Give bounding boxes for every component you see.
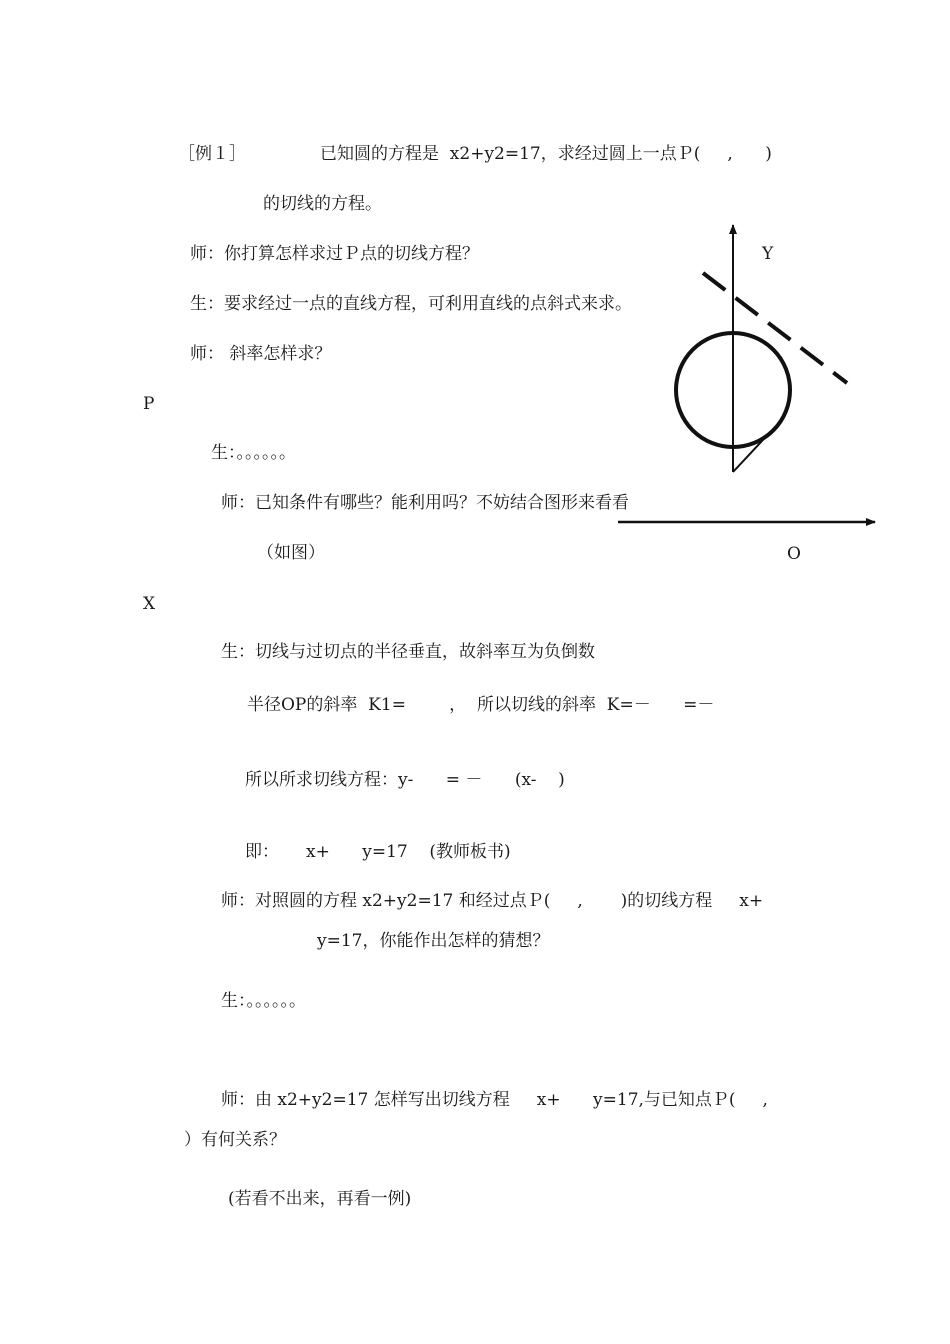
dialogue-line-11b: y=17，你能作出怎样的猜想？ xyxy=(317,931,550,951)
dialogue-line-9: 所以所求切线方程：y- = － (x- ) xyxy=(245,770,565,790)
dialogue-line-7: 生：切线与过切点的半径垂直，故斜率互为负倒数 xyxy=(221,642,595,662)
dialogue-line-14: (若看不出来，再看一例) xyxy=(228,1189,412,1209)
dialogue-line-8: 半径OP的斜率 K1= ， 所以切线的斜率 K=－ =－ xyxy=(247,695,715,715)
dialogue-line-12: 生：。。。。。。 xyxy=(221,991,306,1011)
tangent-line xyxy=(703,273,847,383)
dialogue-line-3: 师： 斜率怎样求？ xyxy=(190,344,332,364)
circle-tangent-diagram xyxy=(600,215,890,545)
example-statement-cont: 的切线的方程。 xyxy=(263,194,382,214)
dialogue-line-13b: ）有何关系？ xyxy=(184,1130,286,1150)
figure-o-label: O xyxy=(787,544,801,564)
example-statement: 已知圆的方程是 x2+y2=17，求经过圆上一点Ｐ( , ) xyxy=(320,144,772,164)
radius-op xyxy=(733,427,775,472)
dialogue-line-5: 师：已知条件有哪些？能利用吗？不妨结合图形来看看 xyxy=(221,493,629,513)
dialogue-line-2: 生：要求经过一点的直线方程，可利用直线的点斜式来求。 xyxy=(190,294,632,314)
figure-p-label: P xyxy=(143,394,155,414)
dialogue-line-11: 师：对照圆的方程 x2+y2=17 和经过点Ｐ( , )的切线方程 x+ xyxy=(221,891,764,911)
figure-y-label: Y xyxy=(762,244,774,264)
example-tag: ［例１］ xyxy=(178,144,246,164)
dialogue-line-13: 师：由 x2+y2=17 怎样写出切线方程 x+ y=17,与已知点Ｐ( , xyxy=(221,1090,768,1110)
dialogue-line-1: 师：你打算怎样求过Ｐ点的切线方程？ xyxy=(190,244,479,264)
dialogue-line-6: （如图） xyxy=(257,543,325,563)
figure-x-label: X xyxy=(143,594,156,614)
dialogue-line-10: 即： x+ y=17 (教师板书) xyxy=(245,842,511,862)
dialogue-line-4: 生：。。。。。。 xyxy=(211,443,296,463)
